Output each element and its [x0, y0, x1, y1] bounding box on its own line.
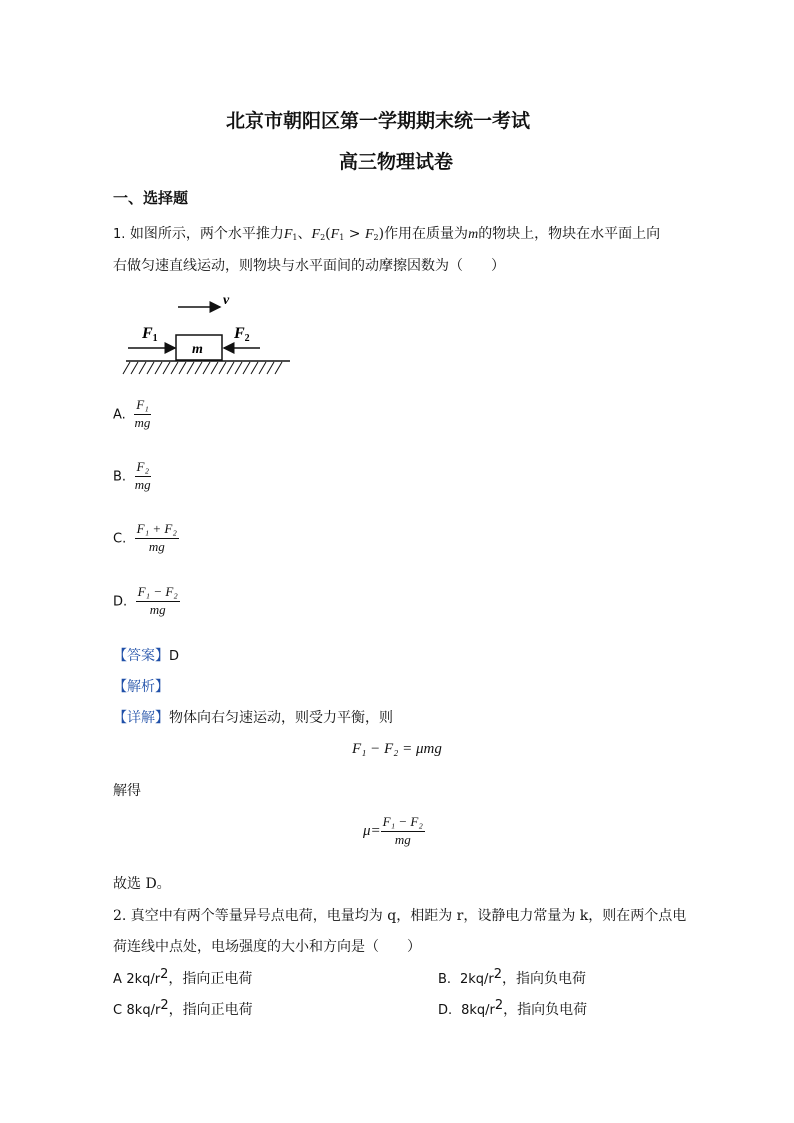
force-diagram [120, 292, 300, 382]
q2-option-a: A 2kq/r2，指向正电荷 [113, 967, 253, 987]
q2-option-d: D. 8kq/r2，指向负电荷 [438, 998, 588, 1018]
page-title: 北京市朝阳区第一学期期末统一考试 [226, 110, 531, 132]
detail-line: 【详解】物体向右匀速运动，则受力平衡，则 [113, 710, 393, 726]
answer-tag: 【答案】 [113, 648, 169, 664]
question-1-stem-line2: 右做匀速直线运动，则物块与水平面间的动摩擦因数为（ ） [113, 258, 505, 274]
velocity-label: v [223, 293, 230, 308]
question-2-stem-line2: 荷连线中点处，电场强度的大小和方向是（ ） [113, 939, 421, 955]
solve-label: 解得 [113, 783, 141, 799]
option-d: D. $\frac{\text{F₁ − F₂}}{mg}$ [113, 584, 178, 617]
section-heading: 一、选择题 [113, 189, 189, 207]
answer-line [113, 645, 179, 665]
f2-label: F2 [234, 325, 250, 344]
detail-tag: 【详解】 [113, 710, 169, 726]
q2-option-b: B. 2kq/r2，指向负电荷 [438, 967, 587, 987]
q2-option-c: C 8kq/r2，指向正电荷 [113, 998, 253, 1018]
analysis-tag: 【解析】 [113, 679, 169, 695]
question-1-stem-line1: 1. 如图所示，两个水平推力$F_1$、$F_2(F_1 > F_2)$作用在质量为m的物块上，物块在水平面上向 [113, 226, 661, 242]
equation-1: F₁ − F₂ = μmg [352, 741, 442, 757]
page-subtitle: 高三物理试卷 [339, 151, 454, 173]
f1-label: F1 [142, 325, 158, 344]
option-a: A. $\frac{\text{F₁}}{mg}$ [113, 397, 151, 430]
equation-2: μ= $\frac{\text{F₁ − F₂}}{mg}$ [363, 814, 423, 847]
ground-hatching [123, 362, 282, 374]
option-b: B. $\frac{\text{F₂}}{mg}$ [113, 459, 151, 492]
answer-value: D [169, 649, 180, 664]
question-2-stem-line1: 2. 真空中有两个等量异号点电荷，电量均为 q，相距为 r，设静电力常量为 k，则在两个点电 [113, 908, 687, 924]
option-c: C. $\frac{\text{F₁ + F₂}}{mg}$ [113, 521, 177, 554]
conclusion: 故选 D。 [113, 876, 171, 892]
block-label: m [192, 342, 203, 357]
question-1-number: 1. [113, 227, 126, 242]
